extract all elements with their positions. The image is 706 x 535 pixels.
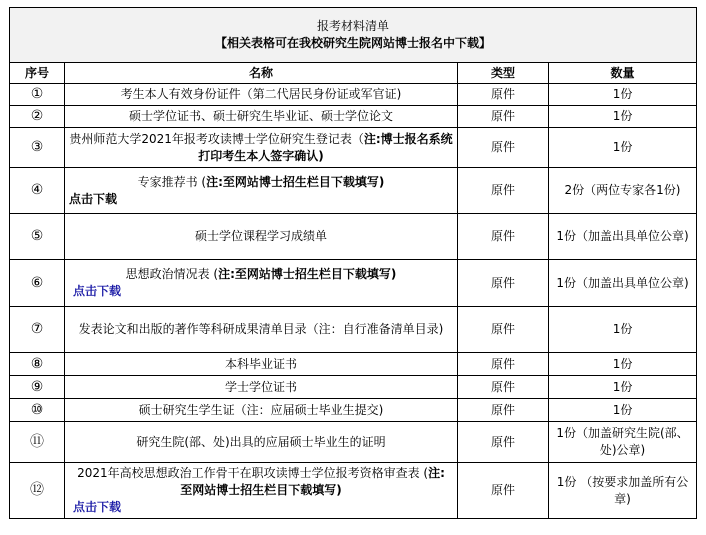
table-row	[10, 376, 697, 399]
row-name: 思想政治情况表 (注:至网站博士招生栏目下载填写) 点击下载	[65, 260, 458, 307]
row-name: 专家推荐书 (注:至网站博士招生栏目下载填写) 点击下载	[65, 168, 458, 214]
row-type: 原件	[458, 168, 549, 214]
row-type: 原件	[458, 214, 549, 260]
table-row	[10, 128, 697, 168]
row-qty: 1份	[549, 307, 697, 353]
header-sn: 序号	[10, 63, 65, 84]
row-name: 学士学位证书	[65, 376, 458, 399]
download-link[interactable]: 点击下载	[69, 191, 118, 206]
row-qty: 1份	[549, 353, 697, 376]
table-row	[10, 353, 697, 376]
row-qty: 1份（加盖研究生院(部、处)公章)	[549, 422, 697, 463]
row-type: 原件	[458, 399, 549, 422]
table-title: 报考材料清单	[317, 19, 390, 33]
table-row	[10, 260, 697, 307]
row-name: 考生本人有效身份证件（第二代居民身份证或军官证)	[65, 84, 458, 106]
row-sn: ⑧	[10, 353, 65, 376]
row-qty: 1份（加盖出具单位公章)	[549, 214, 697, 260]
row-name: 硕士学位证书、硕士研究生毕业证、硕士学位论文	[65, 106, 458, 128]
row-name: 发表论文和出版的著作等科研成果清单目录（注：自行准备清单目录)	[65, 307, 458, 353]
row-type: 原件	[458, 307, 549, 353]
row-sn: ⑩	[10, 399, 65, 422]
row-name: 硕士学位课程学习成绩单	[65, 214, 458, 260]
row-type: 原件	[458, 128, 549, 168]
table-row	[10, 399, 697, 422]
row-qty: 1份	[549, 376, 697, 399]
row-sn: ⑪	[10, 422, 65, 463]
row-sn: ⑤	[10, 214, 65, 260]
table-row	[10, 422, 697, 463]
row-name: 硕士研究生学生证（注：应届硕士毕业生提交)	[65, 399, 458, 422]
row-type: 原件	[458, 376, 549, 399]
row-name: 2021年高校思想政治工作骨干在职攻读博士学位报考资格审查表 (注: 至网站博士招生栏目下载填写) 点击下载	[65, 463, 458, 519]
row-note: 注:博士报名系统打印考生本人签字确认)	[198, 131, 453, 163]
row-type: 原件	[458, 260, 549, 307]
row-qty: 1份	[549, 128, 697, 168]
row-note: 注: 至网站博士招生栏目下载填写)	[180, 466, 445, 497]
row-qty: 1份 （按要求加盖所有公章)	[549, 463, 697, 519]
row-name: 研究生院(部、处)出具的应届硕士毕业生的证明	[65, 422, 458, 463]
row-sn: ⑨	[10, 376, 65, 399]
table-row	[10, 168, 697, 214]
row-type: 原件	[458, 353, 549, 376]
row-type: 原件	[458, 106, 549, 128]
row-sn: ③	[10, 128, 65, 168]
row-qty: 1份	[549, 84, 697, 106]
row-type: 原件	[458, 422, 549, 463]
header-type: 类型	[458, 63, 549, 84]
header-qty: 数量	[549, 63, 697, 84]
table-subtitle: 【相关表格可在我校研究生院网站博士报名中下载】	[215, 36, 492, 50]
row-sn: ④	[10, 168, 65, 214]
row-sn: ①	[10, 84, 65, 106]
row-qty: 2份（两位专家各1份)	[549, 168, 697, 214]
table-row	[10, 106, 697, 128]
table-row	[10, 463, 697, 519]
row-sn: ⑥	[10, 260, 65, 307]
table-title-cell	[10, 8, 697, 63]
download-link[interactable]: 点击下载	[73, 500, 122, 514]
materials-table	[9, 7, 697, 519]
row-name: 贵州师范大学2021年报考攻读博士学位研究生登记表（注:博士报名系统打印考生本人签字确认)	[65, 128, 458, 168]
table-row	[10, 84, 697, 106]
header-name: 名称	[65, 63, 458, 84]
row-note: 注:至网站博士招生栏目下载填写)	[206, 174, 385, 189]
row-sn: ②	[10, 106, 65, 128]
download-link[interactable]: 点击下载	[73, 284, 122, 298]
table-row	[10, 214, 697, 260]
row-note: 注:至网站博士招生栏目下载填写)	[218, 267, 397, 281]
row-sn: ⑫	[10, 463, 65, 519]
row-qty: 1份（加盖出具单位公章)	[549, 260, 697, 307]
table-row	[10, 307, 697, 353]
row-qty: 1份	[549, 106, 697, 128]
row-sn: ⑦	[10, 307, 65, 353]
row-type: 原件	[458, 463, 549, 519]
row-qty: 1份	[549, 399, 697, 422]
row-type: 原件	[458, 84, 549, 106]
row-name: 本科毕业证书	[65, 353, 458, 376]
